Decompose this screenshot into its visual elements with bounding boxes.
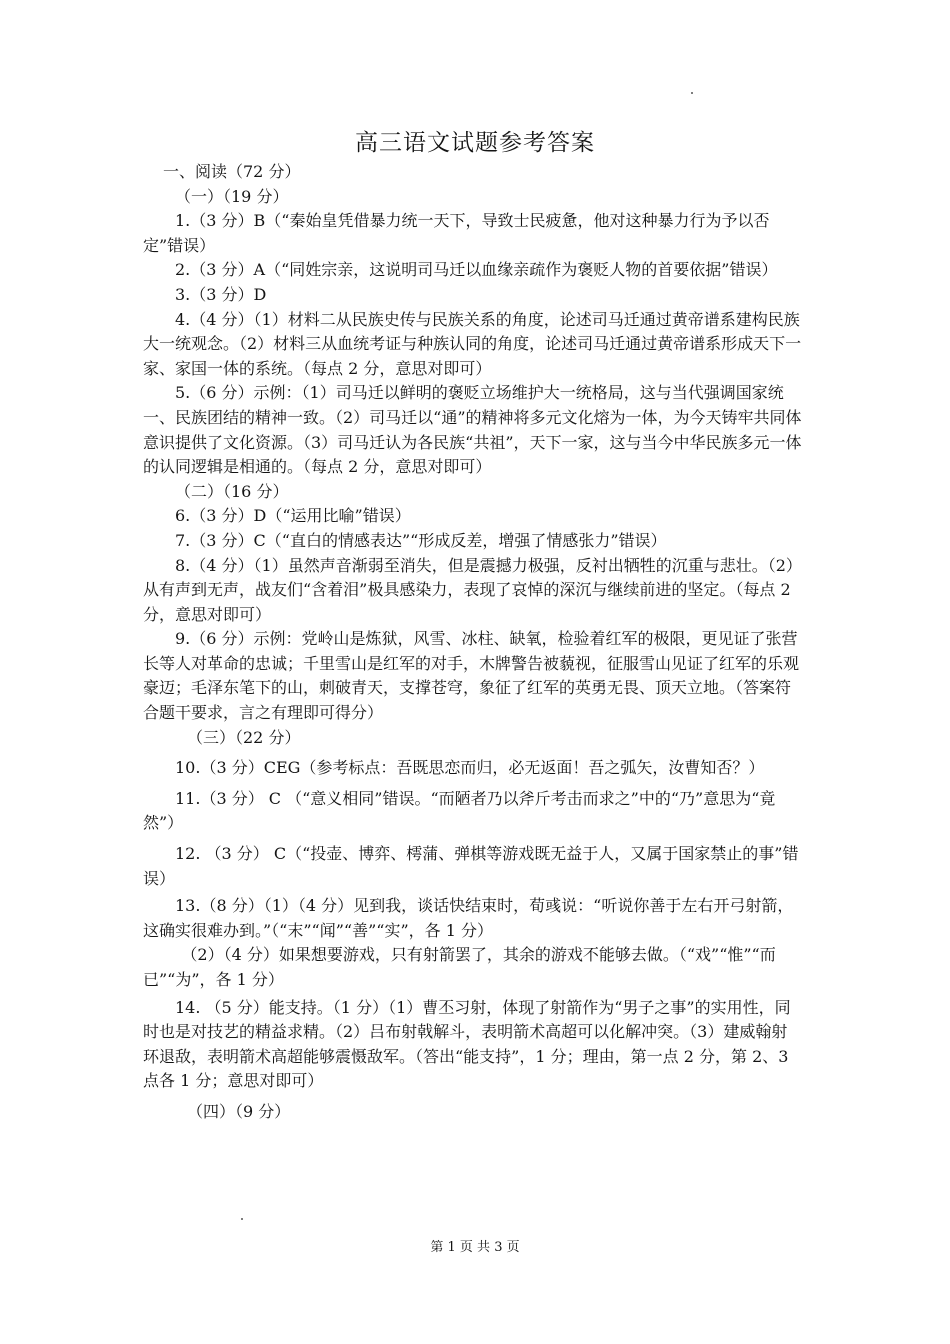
speck-mark [691, 92, 693, 94]
answer-q2: 2.（3 分）A（“同姓宗亲，这说明司马迁以血缘亲疏作为褒贬人物的首要依据”错误） [175, 260, 778, 280]
answer-q7: 7.（3 分）C（“直白的情感表达”“形成反差，增强了情感张力”错误） [175, 530, 667, 550]
answer-q9: 9.（6 分）示例：党岭山是炼狱，风雪、冰柱、缺氧，检验着红军的极限，更见证了张营长等人对革命的忠诚；千里雪山是红军的对手，木牌警告被藐视，征服雪山见证了红军的乐观豪迈；毛泽东笔下的山，刺破青天，支撑苍穹，象征了红军的英勇无畏、顶天立地。（答案符合题干要求，言之有理即可得分） [143, 629, 800, 723]
answer-body [143, 160, 803, 1125]
answer-q13: 13.（8 分）（1）（4 分）见到我，谈话快结束时，荀彧说：“听说你善于左右开弓射箭，这确实很难办到。”（“末”“闻”“善”“实”，各 1 分） [143, 896, 794, 940]
answer-q1: 1.（3 分）B（“秦始皇凭借暴力统一天下，导致士民疲惫，他对这种暴力行为予以否定”错误） [143, 211, 770, 255]
subsection-heading-4: （四）（9 分） [187, 1101, 291, 1121]
answer-q4: 4.（4 分）（1）材料二从民族史传与民族关系的角度，论述司马迁通过黄帝谱系建构民族大一统观念。（2）材料三从血统考证与种族认同的角度，论述司马迁通过黄帝谱系形成天下一家、家国一体的系统。（每点 2 分，意思对即可） [143, 309, 802, 378]
subsection-heading-3: （三）（22 分） [187, 727, 301, 747]
answer-q12: 12. （3 分） C（“投壶、博弈、樗蒲、弹棋等游戏既无益于人，又属于国家禁止的事”错误） [143, 844, 799, 888]
answer-q13-part2: （2）（4 分）如果想要游戏，只有射箭罢了，其余的游戏不能够去做。（“戏”“惟”“而已”“为”，各 1 分） [143, 945, 776, 989]
answer-q3: 3.（3 分）D [175, 284, 267, 304]
answer-q8: 8.（4 分）（1）虽然声音渐弱至消失，但是震撼力极强，反衬出牺牲的沉重与悲壮。（2）从有声到无声，战友们“含着泪”极具感染力，表现了哀悼的深沉与继续前进的坚定。（每点 2 分，意思对即可） [143, 555, 802, 624]
page-title: 高三语文试题参考答案 [355, 130, 595, 156]
answer-q6: 6.（3 分）D（“运用比喻”错误） [175, 506, 411, 526]
subsection-heading-2: （二）（16 分） [175, 481, 289, 501]
subsection-heading-1: （一）（19 分） [175, 186, 289, 206]
speck-mark [241, 1218, 243, 1220]
answer-q14: 14. （5 分）能支持。（1 分）（1）曹丕习射，体现了射箭作为“男子之事”的实用性，同时也是对技艺的精益求精。（2）吕布射戟解斗，表明箭术高超可以化解冲突。（3）建威翰射环退敌，表明箭术高超能够震慑敌军。（答出“能支持”，1 分；理由，第一点 2 分，第 2、3 点各 1 分；意思对即可） [143, 997, 791, 1091]
answer-q10: 10.（3 分）CEG（参考标点：吾既思恋而归，必无返面！吾之弧矢，汝曹知否？） [175, 758, 765, 778]
answer-q5: 5.（6 分）示例：（1）司马迁以鲜明的褒贬立场维护大一统格局，这与当代强调国家统一、民族团结的精神一致。（2）司马迁以“通”的精神将多元文化熔为一体，为今天铸牢共同体意识提供了文化资源。（3）司马迁认为各民族“共祖”，天下一家，这与当今中华民族多元一体的认同逻辑是相通的。（每点 2 分，意思对即可） [143, 383, 802, 477]
answer-q11: 11.（3 分） C （“意义相同”错误。“而陋者乃以斧斤考击而求之”中的“乃”意思为“竟然”） [143, 788, 776, 833]
section-heading-reading: 一、阅读（72 分） [163, 162, 301, 181]
page-number: 第 1 页 共 3 页 [430, 1240, 520, 1255]
